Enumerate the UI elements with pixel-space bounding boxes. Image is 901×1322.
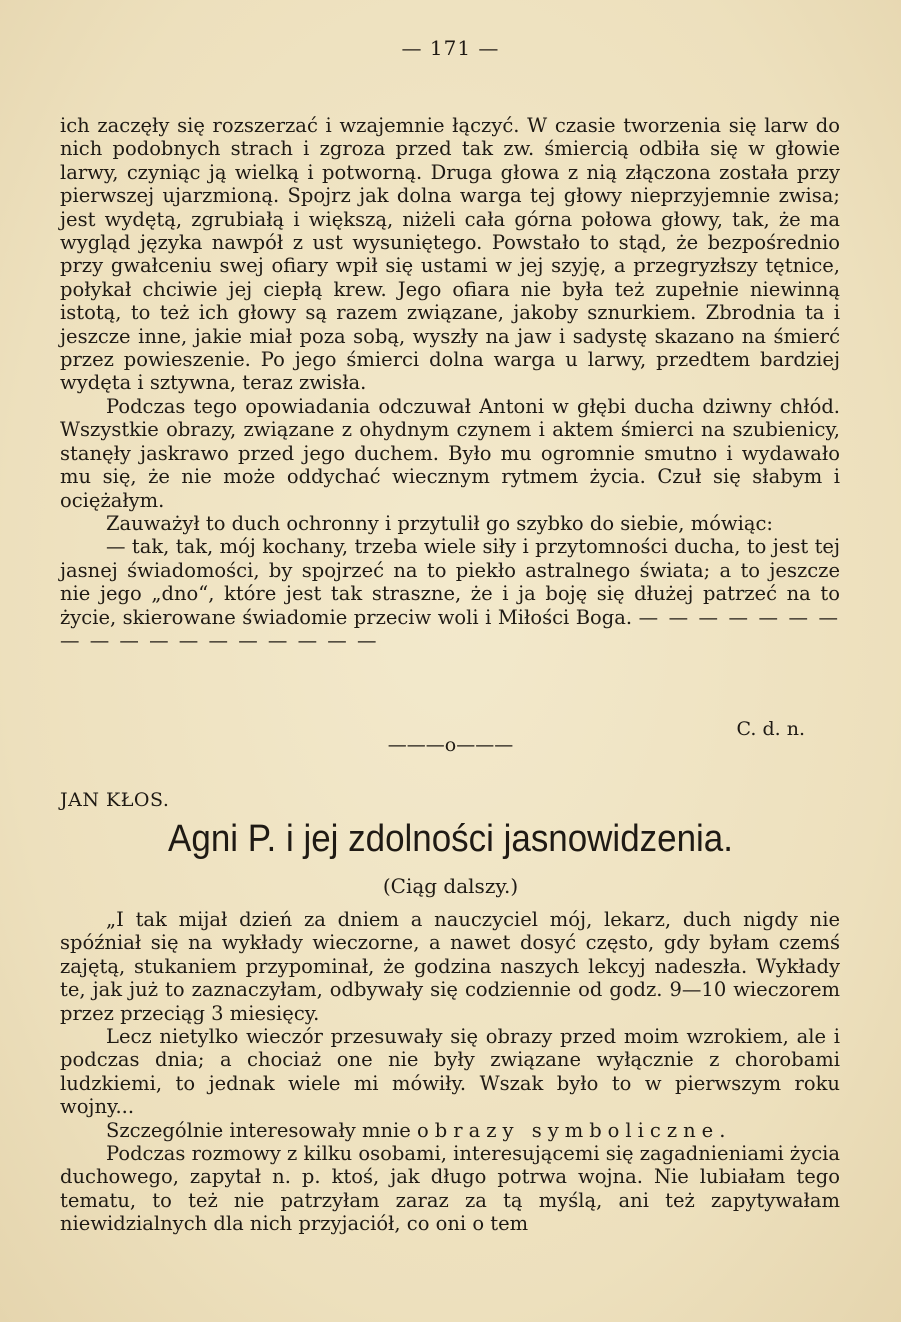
to-be-continued: C. d. n. xyxy=(736,718,805,740)
paragraph: Zauważył to duch ochronny i przytulił go szybko do siebie, mówiąc: xyxy=(106,511,773,535)
paragraph: „I tak mijał dzień za dniem a nauczyciel mój, lekarz, duch nigdy nie spóźniał się na wykłady wieczorne, a nawet dosyć często, gdy byłam czemś zajętą, stukaniem przypominał, że godzina naszych lekcyj nadeszła. Wykłady te, jak już to zaznaczyłam, odbywały się codziennie od godz. 9—10 wieczorem przez przeciąg 3 miesięcy. xyxy=(60,908,840,1025)
page-number: — 171 — xyxy=(401,36,500,60)
paragraph xyxy=(60,535,840,652)
paragraph-text: Szczególnie interesowały mnie xyxy=(106,1118,411,1142)
continued-text-block xyxy=(60,114,840,652)
paragraph-text: . xyxy=(719,1118,726,1142)
article-text-block xyxy=(60,908,840,1236)
paragraph: ich zaczęły się rozszerzać i wzajemnie łączyć. W czasie tworzenia się larw do nich podobnych strach i zgroza przed tak zw. śmiercią odbiła się w głowie larwy, czyniąc ją wielką i potworną. Druga głowa z nią złączona została przy pierwszej ujarzmioną. Spojrz jak dolna warga tej głowy nieprzyjemnie zwisa; jest wydętą, zgrubiałą i większą, niżeli cała górna połowa głowy, tak, że ma wygląd języka nawpół z ust wysuniętego. Powstało to stąd, że bezpośrednio przy gwałceniu swej ofiary wpił się ustami w jej szyję, a przegryzłszy tętnice, połykał chciwie jej ciepłą krew. Jego ofiara nie była też zupełnie niewinną istotą, to też ich głowy są razem związane, jakoby sznurkiem. Zbrodnia ta i jeszcze inne, jakie miał poza sobą, wyszły na jaw i sadystę skazano na śmierć przez powieszenie. Po jego śmierci dolna warga u larwy, przedtem bardziej wydęta i sztywna, teraz zwisła. xyxy=(60,114,840,395)
paragraph: Lecz nietylko wieczór przesuwały się obrazy przed moim wzrokiem, ale i podczas dnia; a chociaż one nie były związane wyłącznie z chorobami ludzkiemi, to jednak wiele mi mówiły. Wszak było to w pierwszym roku wojny... xyxy=(60,1025,840,1119)
paragraph xyxy=(60,1119,840,1142)
article-subtitle: (Ciąg dalszy.) xyxy=(382,874,519,898)
paragraph: Podczas tego opowiadania odczuwał Antoni w głębi ducha dziwny chłód. Wszystkie obrazy, związane z ohydnym czynem i aktem śmierci na szubienicy, stanęły jaskrawo przed jego duchem. Było mu ogromnie smutno i wydawało mu się, że nie może oddychać wiecznym rytmem życia. Czuł się słabym i ociężałym. xyxy=(60,394,840,512)
dialogue-text: — tak, tak, mój kochany, trzeba wiele siły i przytomności ducha, to jest tej jasnej świadomości, by spojrzeć na to piekło astralnego świata; a to jeszcze nie jego „dno“, które jest tak straszne, że i ja boję się dłużej patrzeć na to życie, skierowane świadomie przeciw woli i Miłości Boga. xyxy=(60,535,840,629)
emphasized-text: obrazy symboliczne xyxy=(417,1118,720,1142)
section-separator: ———o——— xyxy=(387,734,514,756)
article-title: Agni P. i jej zdolności jasnowidzenia. xyxy=(168,818,733,860)
article-author: JAN KŁOS. xyxy=(60,789,170,811)
dash-fill: — — — — — — — — — — — — — — — — — — xyxy=(60,605,840,652)
paragraph: Podczas rozmowy z kilku osobami, interesującemi się zagadnieniami życia duchowego, zapytał n. p. ktoś, jak długo potrwa wojna. Nie lubiałam tego tematu, to też nie patrzyłam zaraz za tą myślą, ani też zapytywałam niewidzialnych dla nich przyjaciół, co oni o tem xyxy=(60,1142,840,1236)
